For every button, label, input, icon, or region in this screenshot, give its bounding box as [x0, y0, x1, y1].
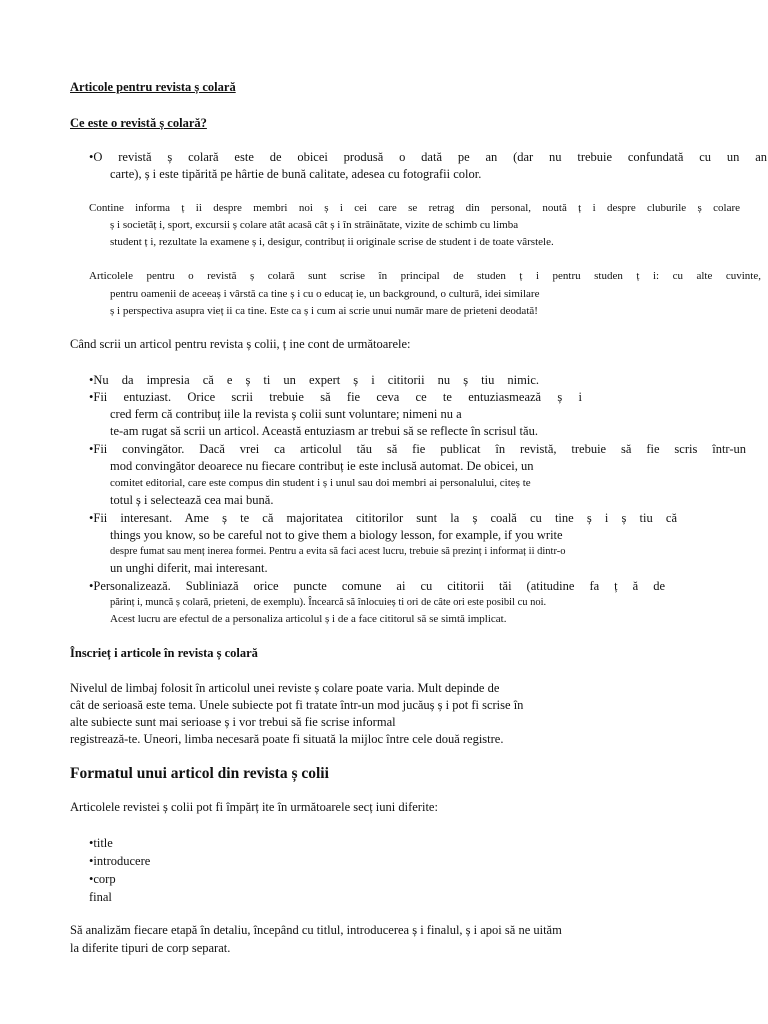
list-item-line: te-am rugat să scrii un articol. Această entuziasm ar trebui să se reflecte în scrisul tău. [110, 424, 538, 438]
paragraph-line: registrează-te. Uneori, limba necesară poate fi situată la mijloc între cele două registre. [70, 732, 504, 746]
paragraph-line: Nivelul de limbaj folosit în articolul unei reviste ș colare poate varia. Mult depinde de [70, 681, 500, 695]
list-item-line: un unghi diferit, mai interesant. [110, 561, 268, 575]
paragraph-line: ș i societăț i, sport, excursii ș colare atât acasă cât ș i în străinătate, vizite de schimb cu limba [110, 219, 519, 231]
paragraph-line: ș i perspectiva asupra vieț ii ca tine. Este ca ș i cum ai scrie unui număr mare de prieteni deodată! [110, 305, 538, 317]
list-item: •title [89, 836, 113, 850]
list-item-line: things you know, so be careful not to give them a biology lesson, for example, if you write [110, 528, 563, 542]
section-heading-submit: Înscrieț i articole în revista ș colară [70, 646, 258, 660]
paragraph-line: cât de serioasă este tema. Unele subiecte pot fi tratate într-un mod jucăuș ș i pot fi scrise în [70, 698, 524, 712]
paragraph-line: carte), ș i este tipărită pe hârtie de bună calitate, adesea cu fotografii color. [110, 167, 482, 181]
list-item: •Fii entuziast. Orice scrii trebuie să fie ceva ce te entuziasmează ș i [89, 390, 582, 404]
list-item-line: Acest lucru are efectul de a personaliza articolul ș i de a face cititorul să se simtă implicat. [110, 613, 507, 625]
list-item-line: părinț i, muncă ș colară, prieteni, de exemplu). Încearcă să înlocuieș ti ori de câte ori este posibil cu noi. [110, 597, 547, 608]
paragraph-line: Articolele pentru o revistă ș colară sunt scrise în principal de studen ț i pentru studen ț i: cu alte cuvinte, [89, 270, 761, 282]
paragraph-line: la diferite tipuri de corp separat. [70, 941, 231, 955]
section-heading-what-is: Ce este o revistă ș colară? [70, 116, 207, 130]
list-item: •Fii interesant. Ame ș te că majoritatea cititorilor sunt la ș coală cu tine ș i ș tiu că [89, 511, 677, 525]
paragraph-line: student ț i, rezultate la examene ș i, desigur, contribuț ii originale scrise de student i de toate vârstele. [110, 236, 554, 248]
list-item: •corp [89, 872, 116, 886]
list-item-line: totul ș i selectează cea mai bună. [110, 493, 274, 507]
list-item-line: comitet editorial, care este compus din student i ș i unul sau doi membri ai personalului, citeș te [110, 477, 531, 489]
list-item: •Nu da impresia că e ș ti un expert ș i cititorii nu ș tiu nimic. [89, 373, 539, 387]
list-item: final [89, 890, 112, 904]
list-item-line: despre fumat sau menț inerea formei. Pentru a evita să faci acest lucru, trebuie să prezinț i informaț ii dintr-o [110, 546, 566, 557]
list-item-line: cred ferm că contribuț iile la revista ș colii sunt voluntare; nimeni nu a [110, 407, 462, 421]
paragraph-line: Când scrii un articol pentru revista ș colii, ț ine cont de următoarele: [70, 337, 411, 351]
list-item: •introducere [89, 854, 151, 868]
list-item: •Fii convingător. Dacă vrei ca articolul tău să fie publicat în revistă, trebuie să fie scris într-un [89, 442, 746, 456]
list-item-line: mod convingător deoarece nu fiecare contribuț ie este inclusă automat. De obicei, un [110, 459, 534, 473]
paragraph-line: Să analizăm fiecare etapă în detaliu, începând cu titlul, introducerea ș i finalul, ș i apoi să ne uităm [70, 923, 562, 937]
paragraph-line: pentru oamenii de aceeaș i vârstă ca tine ș i cu o educaț ie, un background, o cultură, idei similare [110, 288, 540, 300]
paragraph-line: Articolele revistei ș colii pot fi împărț ite în următoarele secț iuni diferite: [70, 800, 438, 814]
paragraph-line: alte subiecte sunt mai serioase ș i vor trebui să fie scrise informal [70, 715, 396, 729]
list-item: •Personalizează. Subliniază orice puncte comune ai cu cititorii tăi (atitudine fa ț ă de [89, 579, 665, 593]
document-title: Articole pentru revista ș colară [70, 80, 236, 94]
section-heading-format: Formatul unui articol din revista ș colii [70, 765, 329, 782]
paragraph-line: Contine informa ț ii despre membri noi ș i cei care se retrag din personal, noută ț i despre cluburile ș colare [89, 202, 740, 214]
paragraph-line: •O revistă ș colară este de obicei produsă o dată pe an (dar nu trebuie confundată cu un an [89, 150, 767, 164]
